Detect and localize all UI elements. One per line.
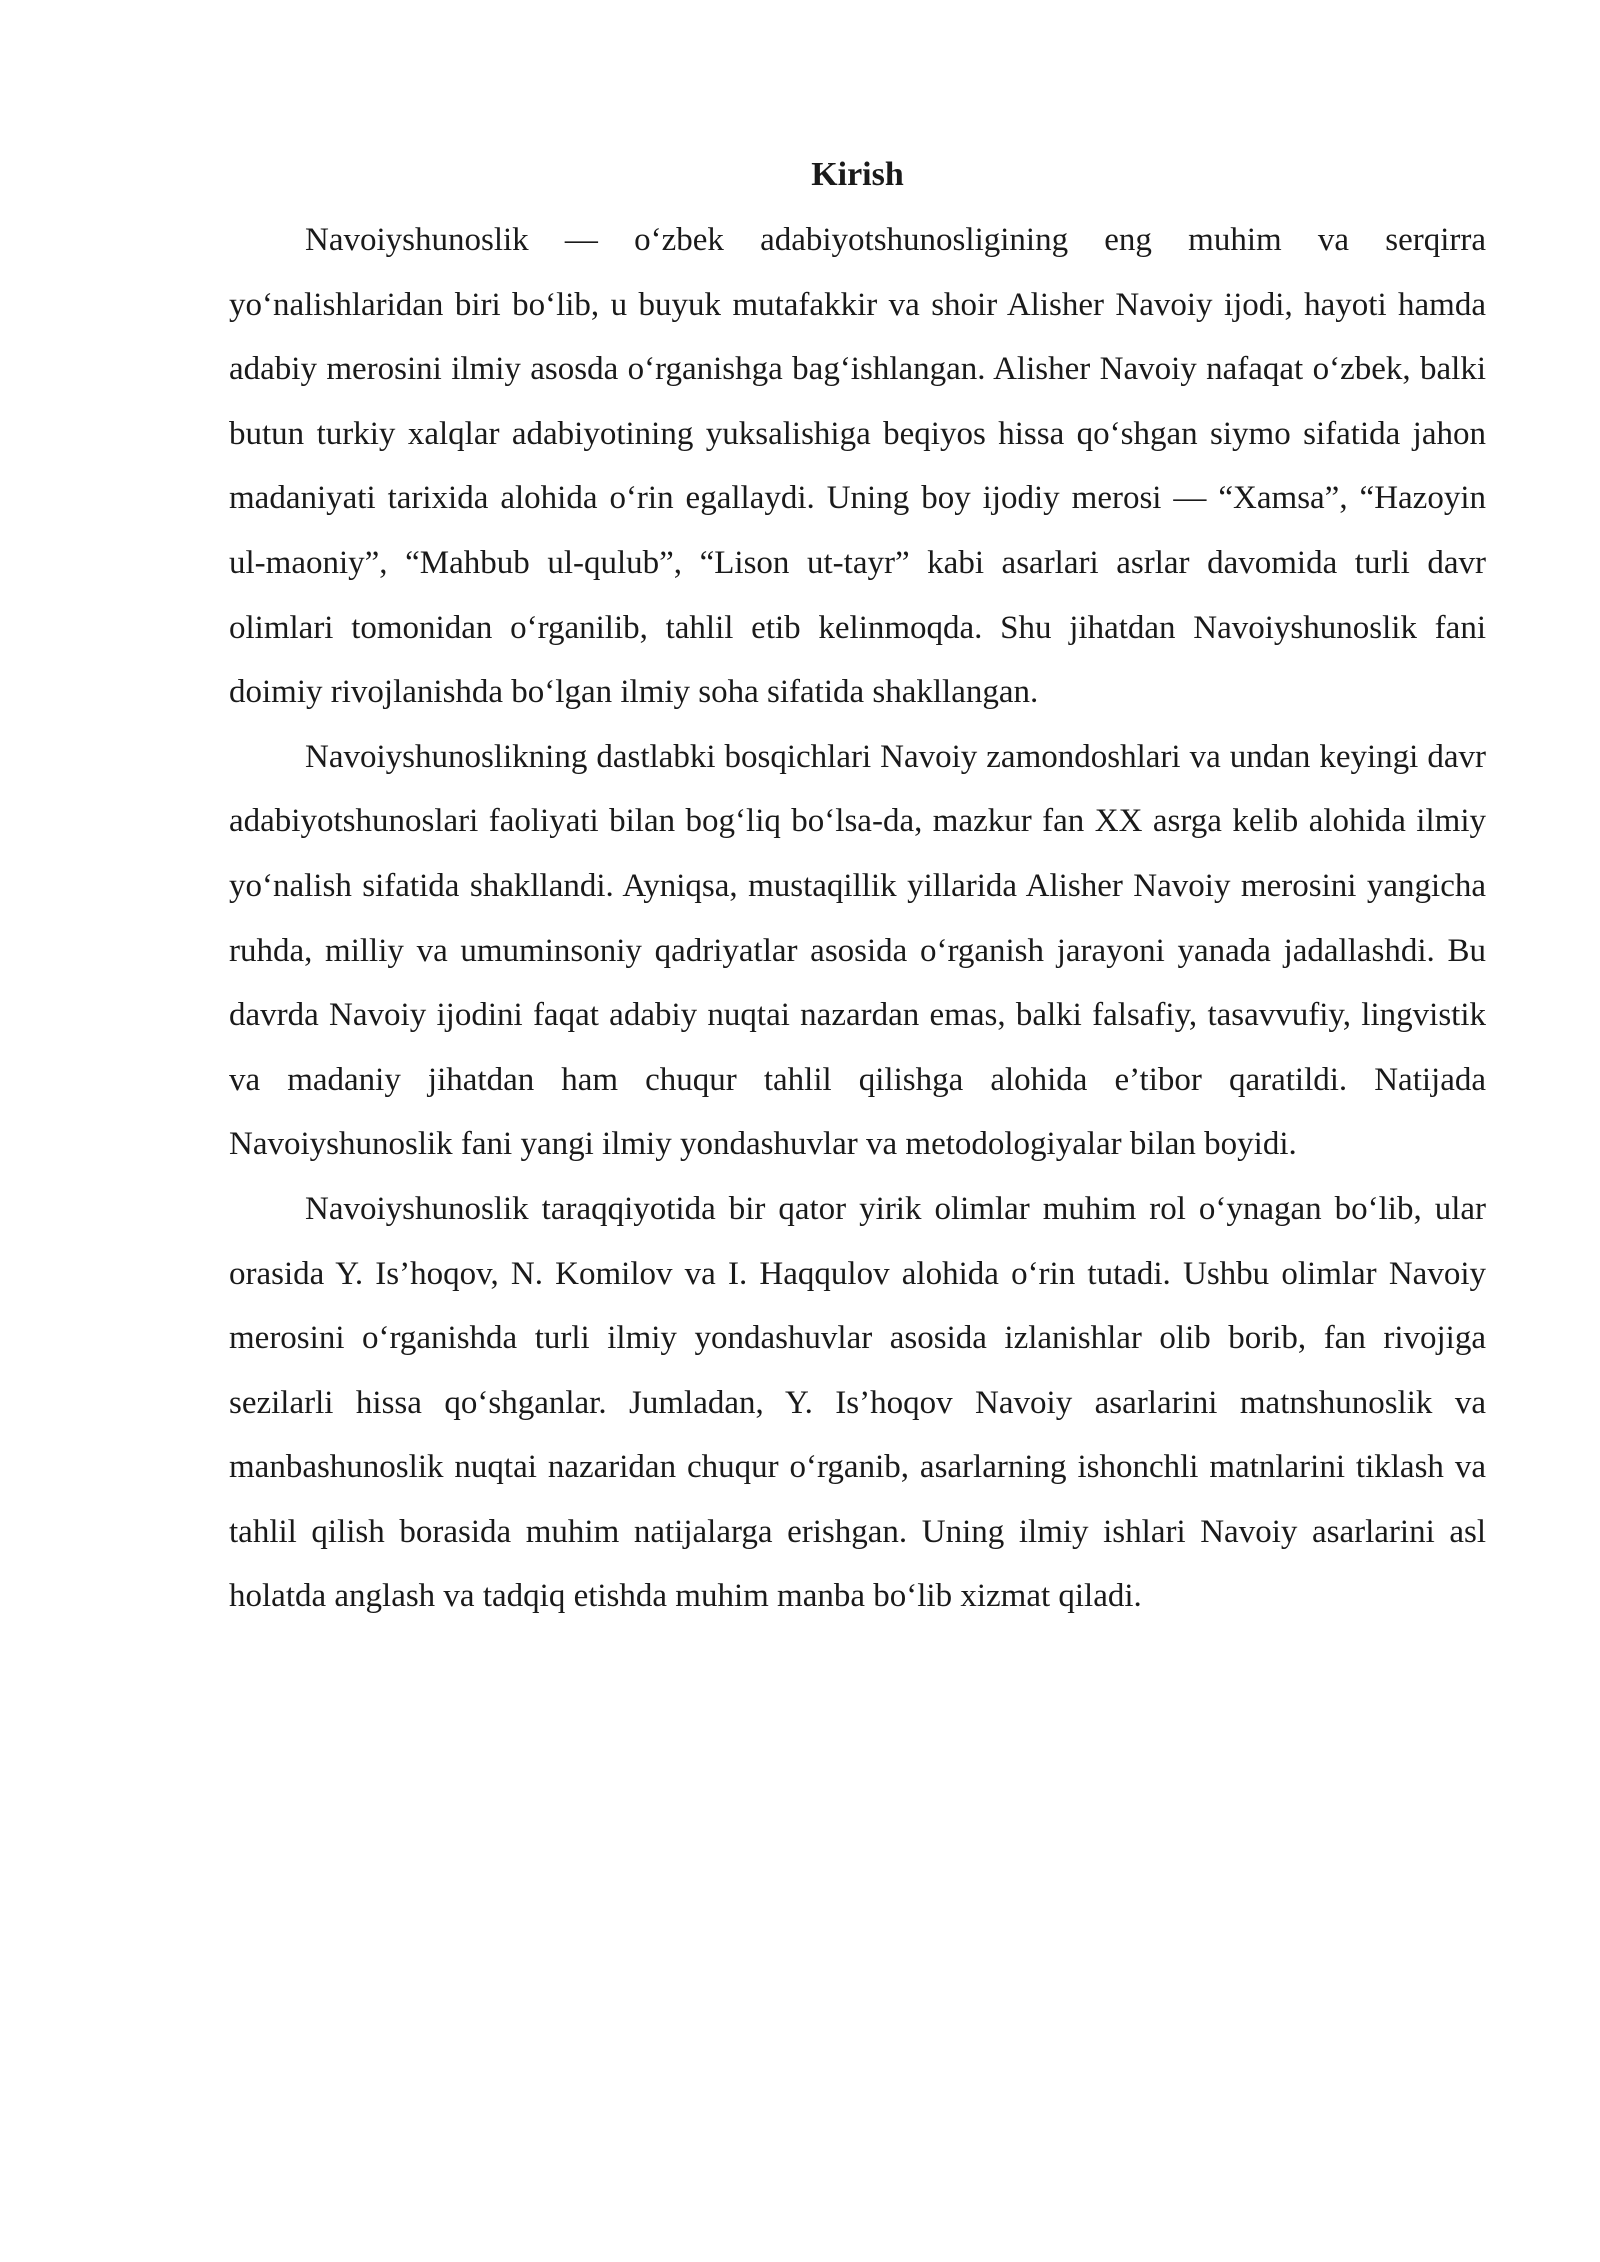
- paragraph-1: Navoiyshunoslik — o‘zbek adabiyotshunosligining eng muhim va serqirra yo‘nalishlaridan biri bo‘lib, u buyuk mutafakkir va shoir Alisher Navoiy ijodi, hayoti hamda adabiy merosini ilmiy asosda o‘rganishga bag‘ishlangan. Alisher Navoiy nafaqat o‘zbek, balki butun turkiy xalqlar adabiyotining yuksalishiga beqiyos hissa qo‘shgan siymo sifatida jahon madaniyati tarixida alohida o‘rin egallaydi. Uning boy ijodiy merosi — “Xamsa”, “Hazoyin ul-maoniy”, “Mahbub ul-qulub”, “Lison ut-tayr” kabi asarlari asrlar davomida turli davr olimlari tomonidan o‘rganilib, tahlil etib kelinmoqda. Shu jihatdan Navoiyshunoslik fani doimiy rivojlanishda bo‘lgan ilmiy soha sifatida shakllangan.: [229, 222, 1486, 711]
- paragraph-3: Navoiyshunoslik taraqqiyotida bir qator yirik olimlar muhim rol o‘ynagan bo‘lib, ular orasida Y. Is’hoqov, N. Komilov va I. Haqqulov alohida o‘rin tutadi. Ushbu olimlar Navoiy merosini o‘rganishda turli ilmiy yondashuvlar asosida izlanishlar olib borib, fan rivojiga sezilarli hissa qo‘shganlar. Jumladan, Y. Is’hoqov Navoiy asarlarini matnshunoslik va manbashunoslik nuqtai nazaridan chuqur o‘rganib, asarlarning ishonchli matnlarini tiklash va tahlil qilish borasida muhim natijalarga erishgan. Uning ilmiy ishlari Navoiy asarlarini asl holatda anglash va tadqiq etishda muhim manba bo‘lib xizmat qiladi.: [229, 1190, 1486, 1615]
- paragraph-2: Navoiyshunoslikning dastlabki bosqichlari Navoiy zamondoshlari va undan keyingi davr adabiyotshunoslari faoliyati bilan bog‘liq bo‘lsa-da, mazkur fan XX asrga kelib alohida ilmiy yo‘nalish sifatida shakllandi. Ayniqsa, mustaqillik yillarida Alisher Navoiy merosini yangicha ruhda, milliy va umuminsoniy qadriyatlar asosida o‘rganish jarayoni yanada jadallashdi. Bu davrda Navoiy ijodini faqat adabiy nuqtai nazardan emas, balki falsafiy, tasavvufiy, lingvistik va madaniy jihatdan ham chuqur tahlil qilishga alohida e’tibor qaratildi. Natijada Navoiyshunoslik fani yangi ilmiy yondashuvlar va metodologiyalar bilan boyidi.: [229, 738, 1486, 1163]
- section-heading: Kirish: [811, 156, 904, 193]
- document-body: [229, 148, 1486, 1629]
